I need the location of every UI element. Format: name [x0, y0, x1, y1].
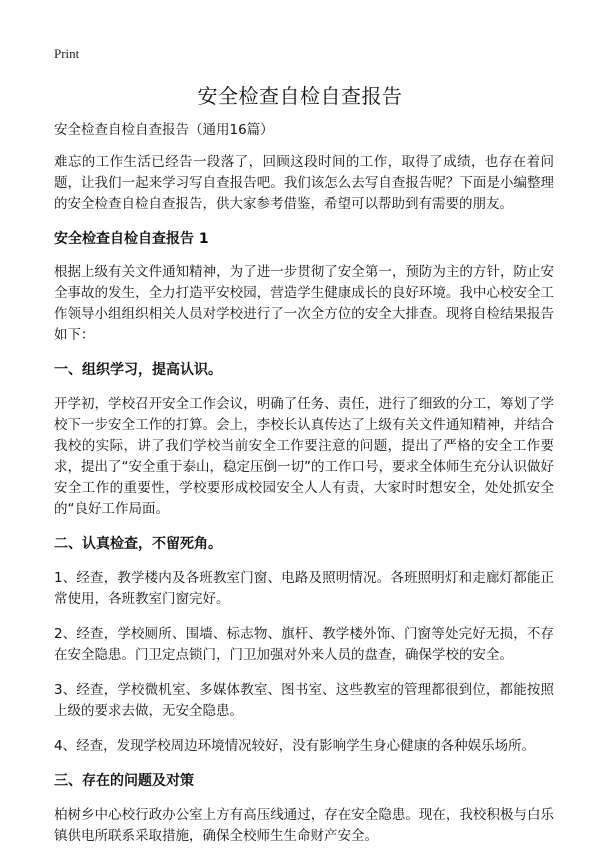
- document-body: [54, 120, 554, 861]
- report-heading: 安全检查自检自查报告 1: [54, 231, 209, 247]
- check-item: 3、经查，学校微机室、多媒体教室、图书室、这些教室的管理都很到位，都能按照上级的要求去做，无安全隐患。: [54, 682, 554, 719]
- check-item: 1、经查，教学楼内及各班教室门窗、电路及照明情况。各班照明灯和走廊灯都能正常使用，各班教室门窗完好。: [54, 570, 554, 607]
- section-heading-2: 二、认真检查，不留死角。: [54, 536, 222, 552]
- check-item: 2、经查，学校厕所、围墙、标志物、旗杆、教学楼外饰、门窗等处完好无损，不存在安全隐患。门卫定点锁门，门卫加强对外来人员的盘查，确保学校的安全。: [54, 626, 554, 663]
- section-heading-1: 一、组织学习，提高认识。: [54, 362, 222, 378]
- check-item: 4、经查，发现学校周边环境情况较好，没有影响学生身心健康的各种娱乐场所。: [54, 738, 536, 754]
- section-heading-3: 三、存在的问题及对策: [54, 773, 194, 789]
- page-title: 安全检查自检自查报告: [197, 84, 403, 108]
- intro-paragraph: 难忘的工作生活已经告一段落了，回顾这段时间的工作，取得了成绩，也存在着问题，让我们一起来学习写自查报告吧。我们该怎么去写自查报告呢？下面是小编整理的安全检查自检自查报告，供大家参考借鉴，希望可以帮助到有需要的朋友。: [54, 154, 554, 212]
- section-1-paragraph: 开学初，学校召开安全工作会议，明确了任务、责任，进行了细致的分工，筹划了学校下一步安全工作的打算。会上，李校长认真传达了上级有关文件通知精神，并结合我校的实际，讲了我们学校当前安全工作要注意的问题，提出了严格的安全工作要求，提出了“安全重于泰山，稳定压倒一切”的工作口号，要求全体师生充分认识做好安全工作的重要性，学校要形成校园安全人人有责，大家时时想安全，处处抓安全的“良好工作局面。: [54, 396, 554, 517]
- document-subtitle: 安全检查自检自查报告（通用16篇）: [54, 122, 274, 138]
- report-intro-paragraph: 根据上级有关文件通知精神，为了进一步贯彻了安全第一，预防为主的方针，防止安全事故的发生，全力打造平安校园，营造学生健康成长的良好环境。我中心校安全工作领导小组组织相关人员对学校进行了一次全方位的安全大排查。现将自检结果报告如下：: [54, 264, 554, 343]
- print-link[interactable]: Print: [54, 46, 80, 61]
- section-3-paragraph: 柏树乡中心校行政办公室上方有高压线通过，存在安全隐患。现在，我校积极与白乐镇供电所联系采取措施，确保全校师生生命财产安全。: [54, 807, 554, 844]
